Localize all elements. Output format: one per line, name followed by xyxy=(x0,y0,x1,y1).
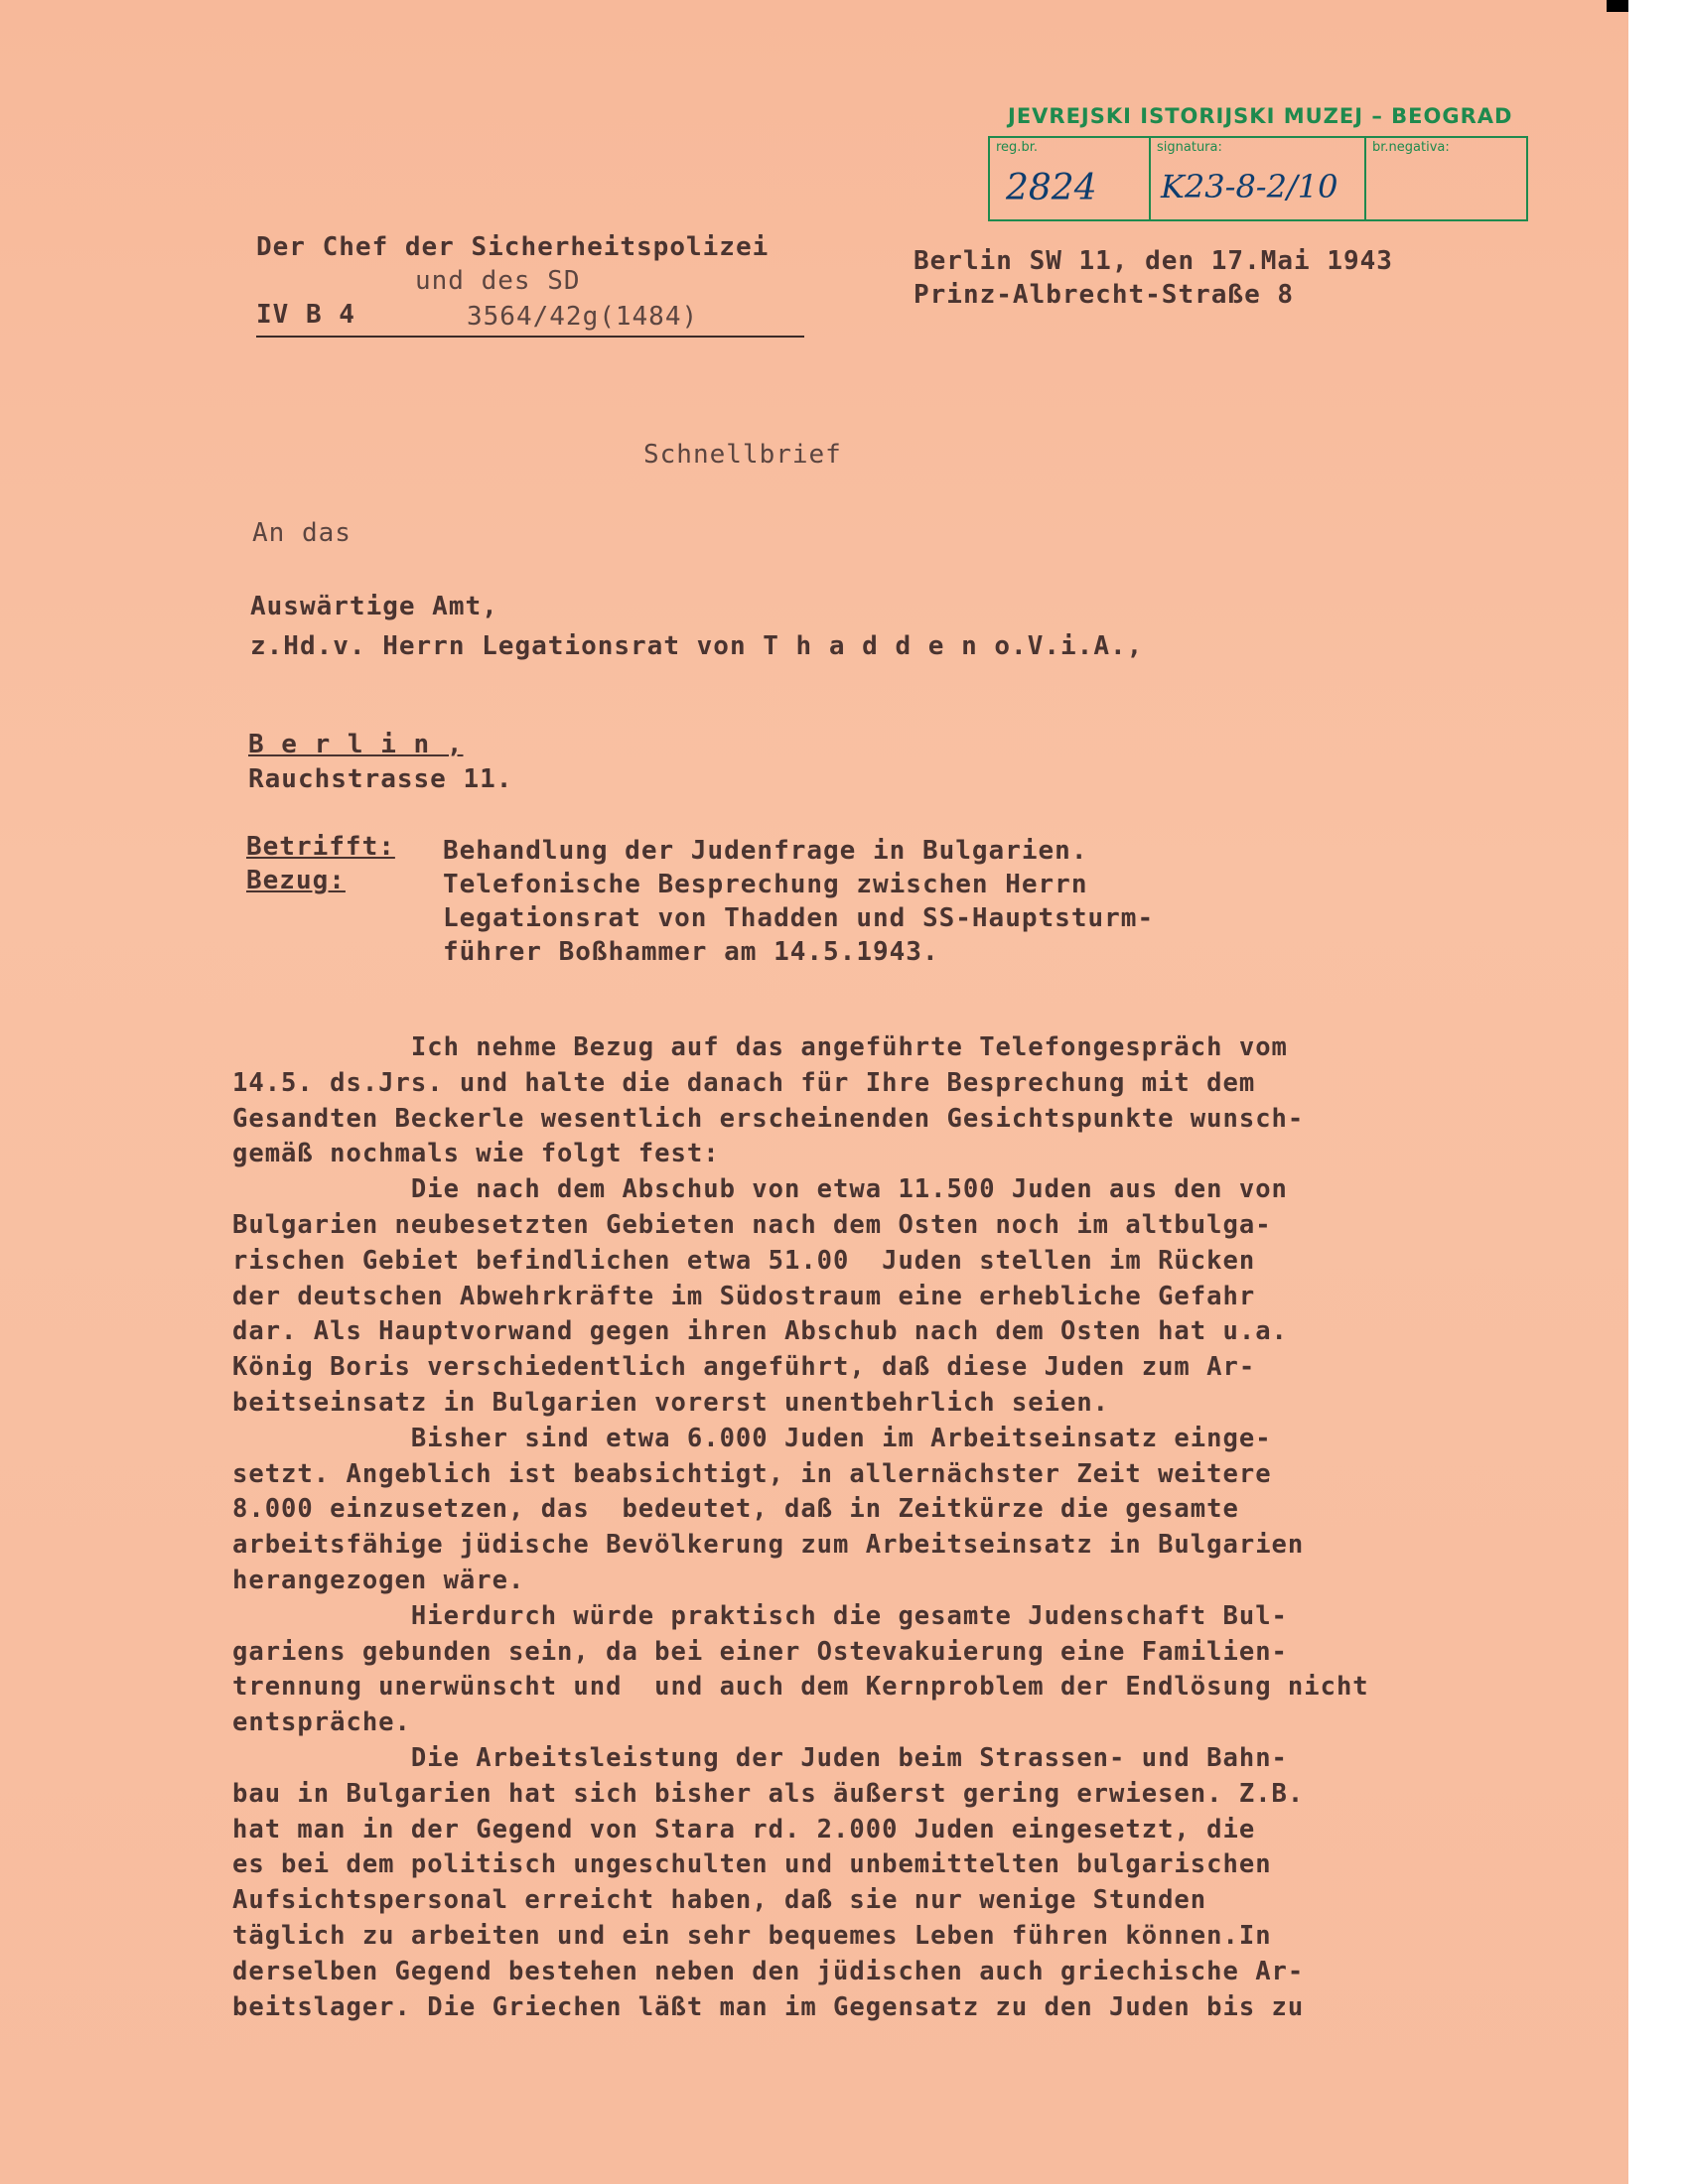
body-line: Gesandten Beckerle wesentlich erscheinenden Gesichtspunkte wunsch- xyxy=(232,1103,1305,1134)
stamp-value: K23-8-2/10 xyxy=(1161,168,1338,205)
body-line: König Boris verschiedentlich angeführt, daß diese Juden zum Ar- xyxy=(232,1352,1256,1383)
reference-department: IV B 4 xyxy=(256,300,355,330)
body-line: dar. Als Hauptvorwand gegen ihren Abschub nach dem Osten hat u.a. xyxy=(232,1316,1288,1347)
body-line: Ich nehme Bezug auf das angeführte Telefongespräch vom xyxy=(232,1032,1288,1062)
stamp-value: 2824 xyxy=(1006,168,1097,208)
body-line: der deutschen Abwehrkräfte im Südostraum eine erhebliche Gefahr xyxy=(232,1281,1256,1311)
body-line: gariens gebunden sein, da bei einer Ostevakuierung eine Familien- xyxy=(232,1636,1288,1667)
body-line: es bei dem politisch ungeschulten und unbemittelten bulgarischen xyxy=(232,1849,1272,1880)
body-line: Aufsichtspersonal erreicht haben, daß sie nur wenige Stunden xyxy=(232,1885,1207,1916)
place-date: Berlin SW 11, den 17.Mai 1943 xyxy=(914,246,1393,276)
body-line: täglich zu arbeiten und ein sehr bequemes Leben führen können.In xyxy=(232,1921,1272,1951)
recipient-attn: z.Hd.v. Herrn Legationsrat von T h a d d e n o.V.i.A., xyxy=(250,631,1144,661)
body-line: 8.000 einzusetzen, das bedeutet, daß in Zeitkürze die gesamte xyxy=(232,1494,1239,1525)
subject-line: führer Boßhammer am 14.5.1943. xyxy=(443,937,939,967)
body-line: setzt. Angeblich ist beabsichtigt, in allernächster Zeit weitere xyxy=(232,1458,1272,1489)
stamp-title: JEVREJSKI ISTORIJSKI MUZEJ – BEOGRAD xyxy=(1008,104,1513,128)
body-line: Die Arbeitsleistung der Juden beim Strassen- und Bahn- xyxy=(232,1743,1288,1773)
recipient-intro: An das xyxy=(252,518,352,548)
stamp-label: br.negativa: xyxy=(1372,140,1450,155)
corner-mark xyxy=(1607,0,1628,12)
recipient-city: B e r l i n , xyxy=(248,730,464,759)
body-line: arbeitsfähige jüdische Bevölkerung zum Arbeitseinsatz in Bulgarien xyxy=(232,1530,1305,1561)
body-line: hat man in der Gegend von Stara rd. 2.000 Juden eingesetzt, die xyxy=(232,1814,1256,1844)
body-line: beitseinsatz in Bulgarien vorerst unentbehrlich seien. xyxy=(232,1388,1110,1418)
body-line: Bisher sind etwa 6.000 Juden im Arbeitseinsatz einge- xyxy=(232,1423,1272,1453)
body-line: 14.5. ds.Jrs. und halte die danach für Ihre Besprechung mit dem xyxy=(232,1067,1256,1098)
body-line: trennung unerwünscht und und auch dem Kernproblem der Endlösung nicht xyxy=(232,1672,1369,1703)
reference-underline xyxy=(256,336,804,338)
body-line: gemäß nochmals wie folgt fest: xyxy=(232,1139,720,1169)
subject-line: Telefonische Besprechung zwischen Herrn xyxy=(443,870,1088,899)
stamp-cell-signatura xyxy=(1151,138,1366,219)
address-line: Prinz-Albrecht-Straße 8 xyxy=(914,280,1295,310)
subject-line: Legationsrat von Thadden und SS-Hauptsturm- xyxy=(443,903,1155,933)
stamp-label: signatura: xyxy=(1157,140,1222,155)
document-type: Schnellbrief xyxy=(643,440,842,470)
recipient-org: Auswärtige Amt, xyxy=(250,592,498,621)
betrifft-label: Betrifft: xyxy=(246,832,395,862)
body-line: Hierdurch würde praktisch die gesamte Judenschaft Bul- xyxy=(232,1600,1288,1631)
body-line: bau in Bulgarien hat sich bisher als äußerst gering erwiesen. Z.B. xyxy=(232,1778,1305,1809)
body-line: Bulgarien neubesetzten Gebieten nach dem Osten noch im altbulga- xyxy=(232,1210,1272,1240)
body-line: beitslager. Die Griechen läßt man im Gegensatz zu den Juden bis zu xyxy=(232,1991,1305,2022)
body-line: herangezogen wäre. xyxy=(232,1566,525,1595)
body-line: rischen Gebiet befindlichen etwa 51.00 Juden stellen im Rücken xyxy=(232,1245,1256,1276)
sender-line-1: Der Chef der Sicherheitspolizei xyxy=(256,232,770,262)
stamp-cell-negativa xyxy=(1366,138,1525,219)
body-line: entspräche. xyxy=(232,1707,411,1738)
stamp-cell-reg xyxy=(990,138,1151,219)
body-line: Die nach dem Abschub von etwa 11.500 Juden aus den von xyxy=(232,1174,1288,1205)
stamp-label: reg.br. xyxy=(996,140,1038,155)
bezug-label: Bezug: xyxy=(246,866,346,895)
museum-stamp xyxy=(988,104,1529,233)
recipient-street: Rauchstrasse 11. xyxy=(248,764,513,794)
reference-number: 3564/42g(1484) xyxy=(467,302,699,332)
subject-line: Behandlung der Judenfrage in Bulgarien. xyxy=(443,836,1088,866)
sender-line-2: und des SD xyxy=(415,266,581,296)
body-line: derselben Gegend bestehen neben den jüdischen auch griechische Ar- xyxy=(232,1956,1305,1986)
stamp-box xyxy=(988,136,1528,221)
